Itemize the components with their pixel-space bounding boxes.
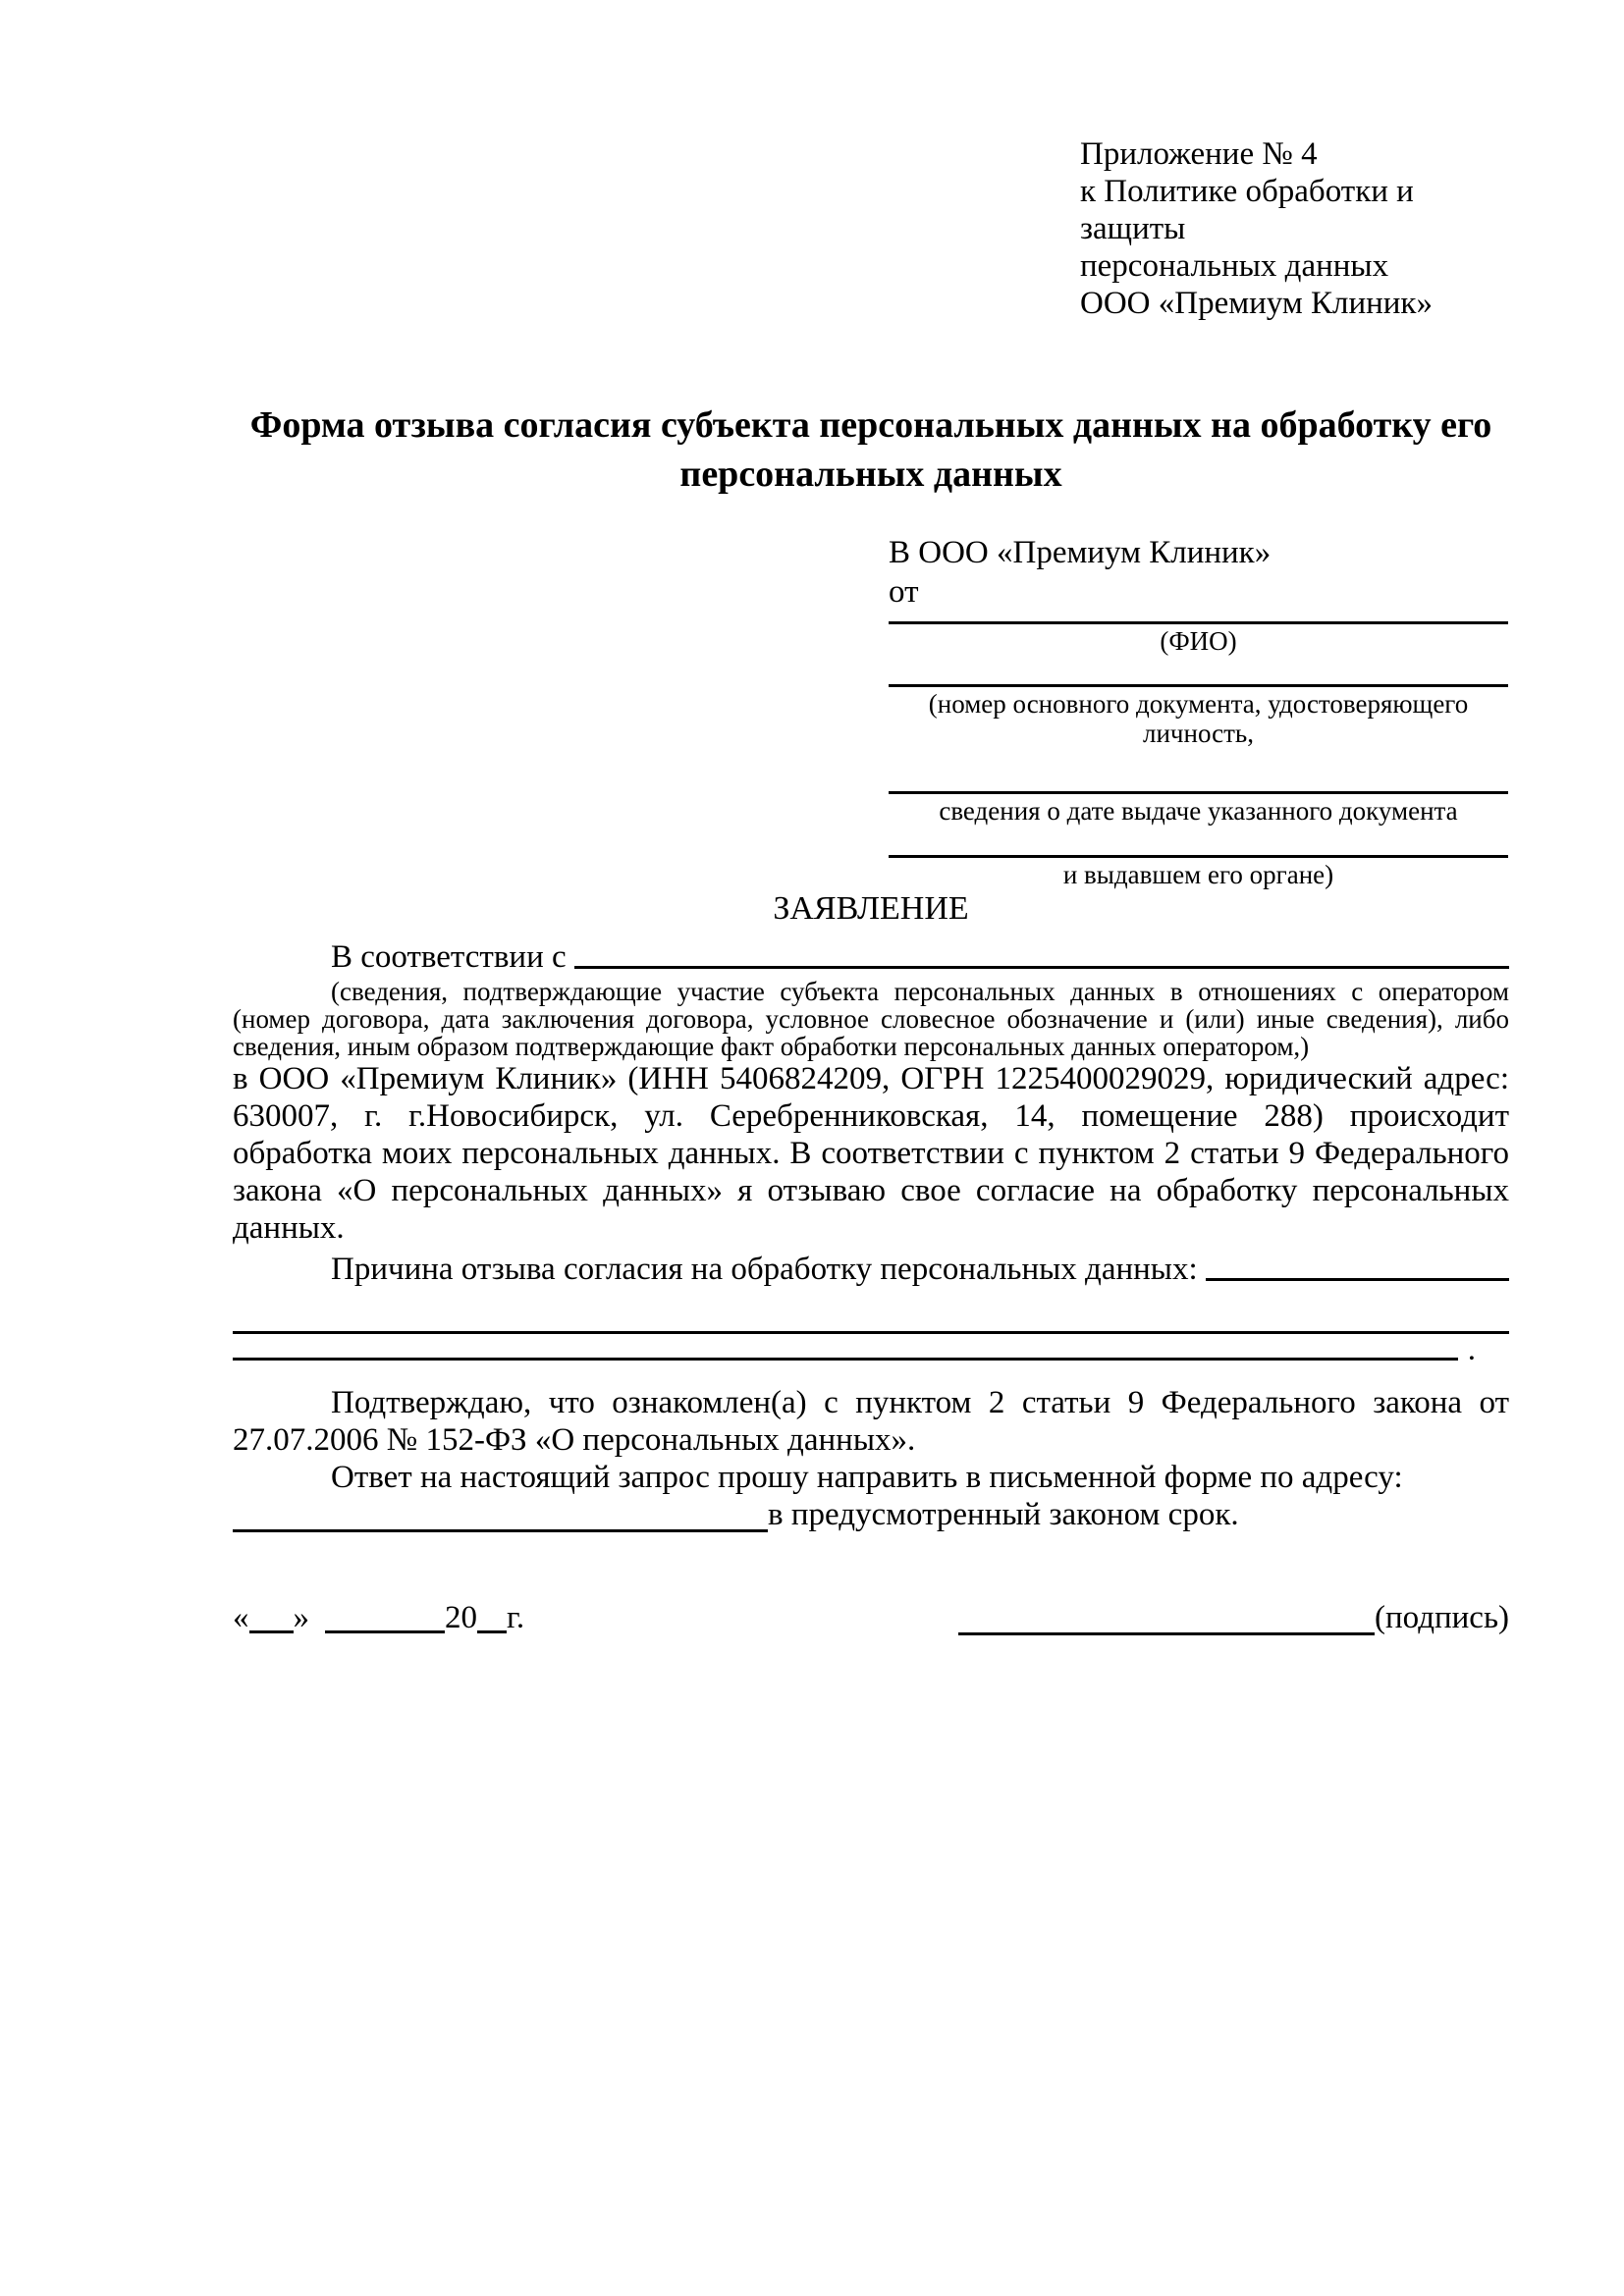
reply-tail-text: в предусмотренный законом срок. (768, 1497, 1239, 1532)
reply-address-line (233, 1496, 1509, 1533)
issuing-authority-blank-line (889, 845, 1508, 858)
addressee-block (889, 533, 1508, 889)
issuing-authority-field-label: и выдавшем его органе) (1062, 860, 1334, 889)
reason-label: Причина отзыва согласия на обработку персональных данных: (331, 1252, 1198, 1287)
accordance-label: В соответствии с (331, 939, 567, 975)
day-blank-line (249, 1623, 294, 1633)
year-prefix: 20 (445, 1600, 477, 1635)
reason-blank-line-2 (233, 1298, 1509, 1334)
fio-field-label: (ФИО) (1160, 626, 1237, 656)
document-number-blank-line (889, 674, 1508, 687)
close-quote: » (293, 1600, 309, 1635)
month-blank-line (325, 1623, 445, 1633)
statement-heading: ЗАЯВЛЕНИЕ (773, 890, 969, 927)
accordance-blank-line (574, 963, 1509, 969)
signature-blank-line (958, 1625, 1375, 1635)
issue-date-blank-line (889, 781, 1508, 794)
signature-label: (подпись) (1375, 1600, 1509, 1635)
accordance-line (233, 938, 1509, 978)
signature-row (233, 1598, 1509, 1637)
reason-line (233, 1251, 1509, 1288)
form-title: Форма отзыва согласия субъекта персональных данных на обработку его персональных данных (249, 404, 1492, 495)
issue-date-field-label: сведения о дате выдаче указанного документа (939, 796, 1458, 826)
appendix-line: Приложение № 4 (1080, 136, 1318, 172)
appendix-header (1080, 135, 1522, 322)
confirmation-paragraph: Подтверждаю, что ознакомлен(а) с пунктом 2 статьи 9 Федерального закона от 27.07.2006 № 152-ФЗ «О персональных данных». (233, 1385, 1509, 1458)
explanatory-note: (сведения, подтверждающие участие субъекта персональных данных в отношениях с оператором (номер договора, дата заключения договора, условное словесное обозначение и (или) иные сведения), либо сведения, иным образом подтверждающие факт обработки персональных данных оператором,) (233, 977, 1509, 1061)
reason-blank-line (1206, 1275, 1509, 1281)
address-blank-line (233, 1522, 768, 1532)
appendix-line: ООО «Премиум Клиник» (1080, 286, 1433, 321)
reason-blank-underline (233, 1355, 1458, 1361)
statement-body (233, 938, 1509, 1533)
open-quote: « (233, 1600, 249, 1635)
reason-blank-line-3 (233, 1334, 1509, 1366)
fio-blank-line (889, 612, 1508, 624)
addressee-to: В ООО «Премиум Клиник» (889, 535, 1272, 570)
sentence-period: . (1467, 1332, 1476, 1367)
reply-request-paragraph: Ответ на настоящий запрос прошу направить в письменной форме по адресу: (331, 1460, 1403, 1495)
document-number-field-label: (номер основного документа, удостоверяющего личность, (928, 689, 1469, 748)
addressee-from: от (889, 574, 919, 610)
appendix-line: персональных данных (1080, 248, 1389, 284)
year-blank-line (477, 1623, 507, 1633)
year-suffix: г. (507, 1600, 525, 1635)
appendix-line: к Политике обработки и защиты (1080, 174, 1414, 246)
signature-field (958, 1598, 1509, 1637)
date-field (233, 1598, 524, 1637)
main-paragraph: в ООО «Премиум Клиник» (ИНН 5406824209, ОГРН 1225400029029, юридический адрес: 630007, г. г.Новосибирск, ул. Серебренниковская, 14, помещение 288) происходит обработка моих персональных данных. В соответствии с пунктом 2 статьи 9 Федерального закона «О персональных данных» я отзываю свое согласие на обработку персональных данных. (233, 1061, 1509, 1246)
